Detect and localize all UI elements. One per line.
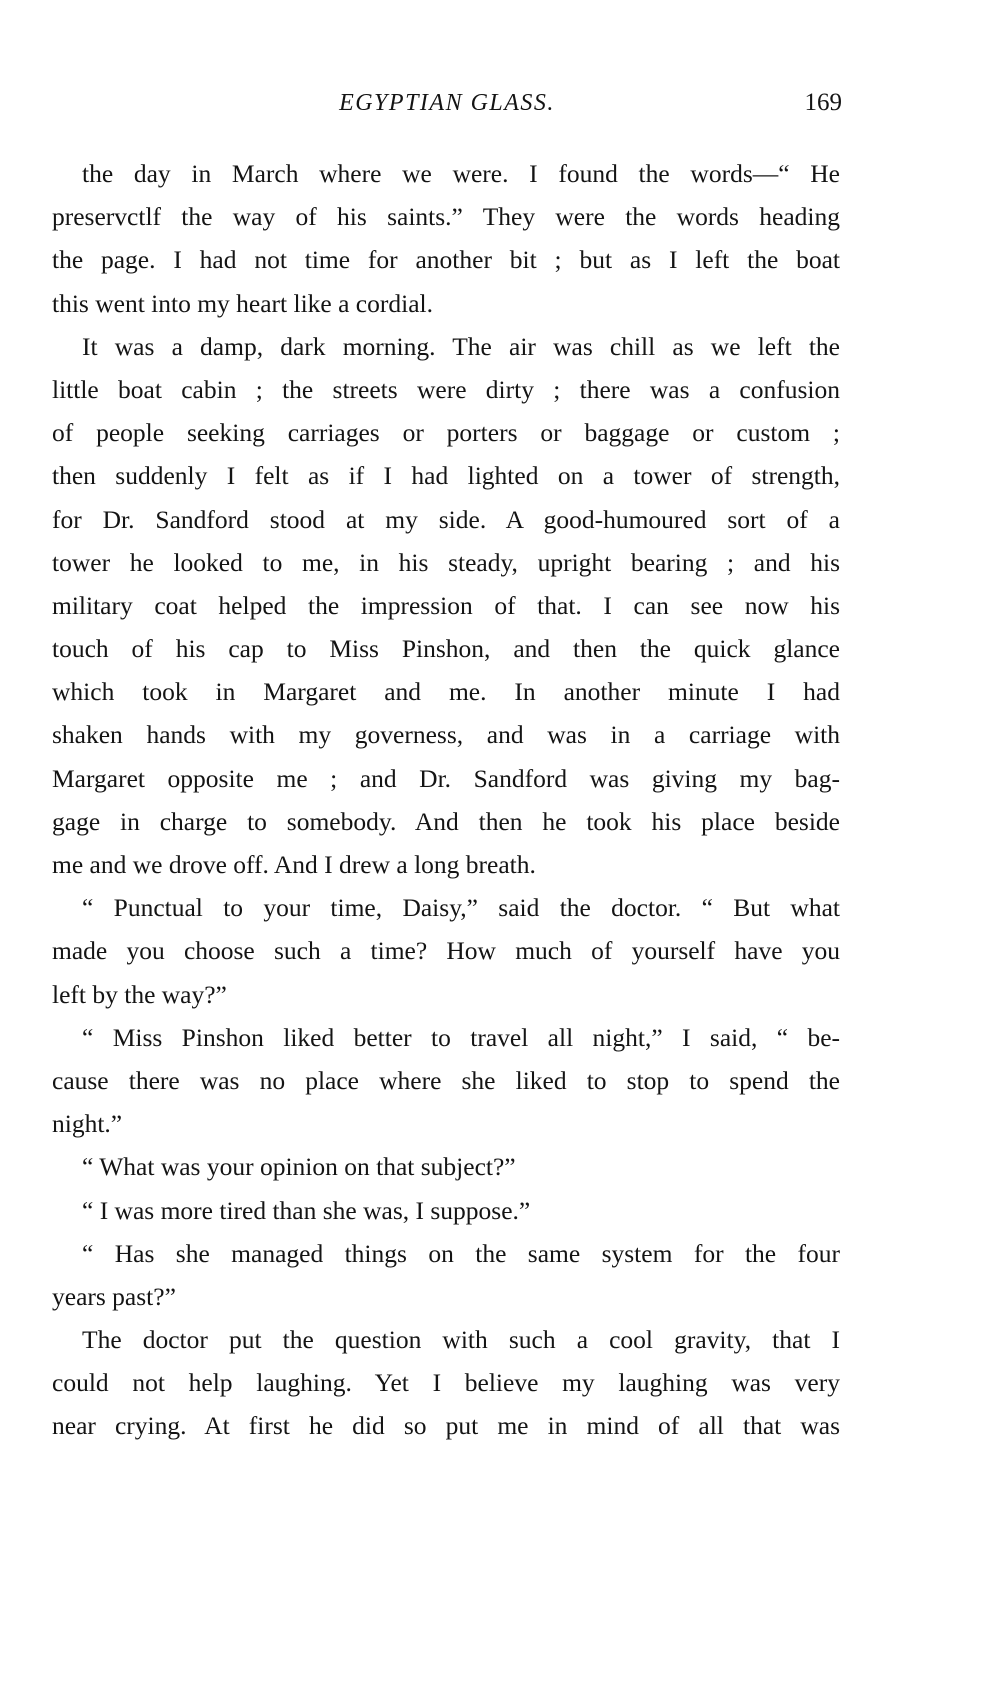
text-line: which took in Margaret and me. In another minute I had bbox=[52, 677, 840, 707]
text-line: this went into my heart like a cordial. bbox=[52, 288, 433, 318]
text-line: The doctor put the question with such a cool gravity, that I bbox=[82, 1325, 840, 1355]
running-title: EGYPTIAN GLASS. bbox=[339, 90, 555, 116]
text-line: cause there was no place where she liked to stop to spend the bbox=[52, 1065, 840, 1095]
text-line: shaken hands with my governess, and was in a carriage with bbox=[52, 720, 840, 750]
text-line: “ Has she managed things on the same system for the four bbox=[82, 1238, 840, 1268]
text-line: me and we drove off. And I drew a long breath. bbox=[52, 850, 536, 879]
running-head bbox=[52, 88, 842, 118]
text-line: left by the way?” bbox=[52, 979, 227, 1009]
paragraph bbox=[52, 1189, 840, 1232]
text-line: It was a damp, dark morning. The air was chill as we left the bbox=[82, 331, 840, 361]
paragraph bbox=[52, 325, 840, 886]
text-line: tower he looked to me, in his steady, upright bearing ; and his bbox=[52, 547, 840, 577]
paragraph bbox=[52, 886, 840, 1016]
text-line: “ I was more tired than she was, I suppose.” bbox=[82, 1195, 531, 1225]
text-line: “ What was your opinion on that subject?” bbox=[82, 1152, 516, 1182]
text-line: Margaret opposite me ; and Dr. Sandford was giving my bag- bbox=[52, 763, 840, 793]
paragraph bbox=[52, 152, 840, 325]
text-line: of people seeking carriages or porters or baggage or custom ; bbox=[52, 418, 840, 448]
text-line: little boat cabin ; the streets were dirty ; there was a confusion bbox=[52, 374, 840, 404]
text-line: for Dr. Sandford stood at my side. A good-humoured sort of a bbox=[52, 504, 840, 534]
text-line: “ Punctual to your time, Daisy,” said the doctor. “ But what bbox=[82, 893, 840, 923]
text-line: the day in March where we were. I found the words—“ He bbox=[82, 159, 840, 188]
text-line: near crying. At first he did so put me in mind of all that was bbox=[52, 1411, 840, 1441]
text-line: preservctlf the way of his saints.” They were the words heading bbox=[52, 202, 840, 232]
text-line: made you choose such a time? How much of yourself have you bbox=[52, 936, 840, 966]
text-line: years past?” bbox=[52, 1281, 176, 1311]
paragraph bbox=[52, 1145, 840, 1188]
paragraph bbox=[52, 1232, 840, 1318]
paragraph bbox=[52, 1318, 840, 1448]
text-line: then suddenly I felt as if I had lighted on a tower of strength, bbox=[52, 461, 840, 491]
text-line: gage in charge to somebody. And then he took his place beside bbox=[52, 806, 840, 836]
body-text bbox=[52, 152, 840, 1448]
text-line: could not help laughing. Yet I believe my laughing was very bbox=[52, 1368, 840, 1398]
text-line: “ Miss Pinshon liked better to travel all night,” I said, “ be- bbox=[82, 1022, 840, 1052]
text-line: military coat helped the impression of that. I can see now his bbox=[52, 590, 840, 620]
text-line: night.” bbox=[52, 1109, 123, 1139]
page-number: 169 bbox=[804, 89, 842, 116]
text-line: the page. I had not time for another bit ; but as I left the boat bbox=[52, 245, 840, 275]
paragraph bbox=[52, 1016, 840, 1146]
text-line: touch of his cap to Miss Pinshon, and then the quick glance bbox=[52, 634, 840, 664]
